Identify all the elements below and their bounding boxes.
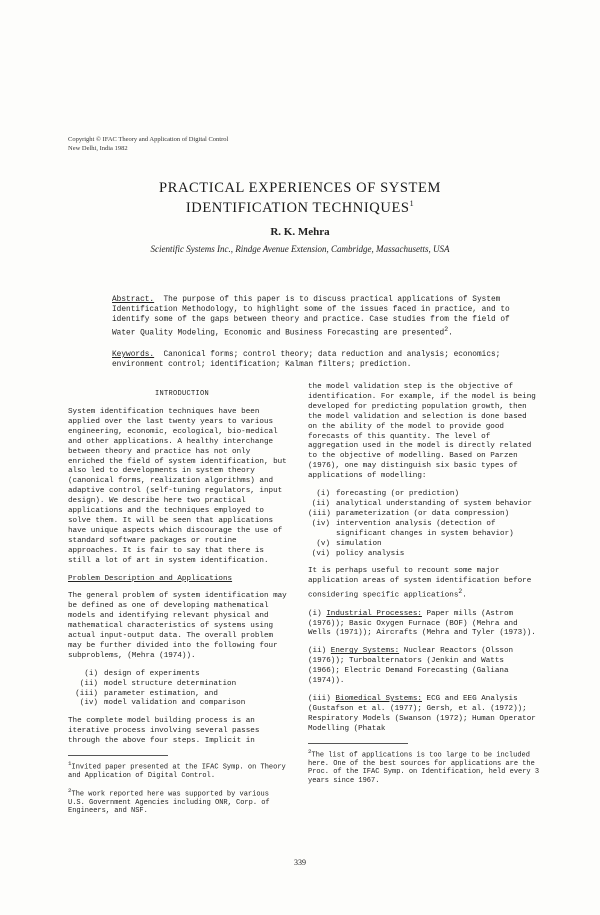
title-footnote-mark: 1	[409, 199, 415, 208]
industrial-number: (i)	[308, 609, 322, 618]
validation-paragraph: the model validation step is the objective of identification. For example, if the model is being developed for predicting population growth, then the model validation and selection is done based on the ability of the model to provide good forecasts of this quantity. The level of aggregation used in the model is directly related to the objective of modelling. Based on Parzen (1976), one may distinguish six basic types of applications of modelling:	[308, 383, 536, 481]
applications-intro-paragraph	[308, 567, 540, 601]
list-item	[68, 690, 288, 700]
problem-heading: Problem Description and Applications	[68, 574, 233, 583]
abstract-label: Abstract.	[112, 296, 155, 304]
footnote-applications-mark: 2	[308, 747, 312, 755]
list-item-text: parameter estimation, and	[104, 689, 218, 698]
applications-intro-text: It is perhaps useful to recount some major application areas of system identification before considering specific applications	[308, 567, 532, 600]
energy-systems-paragraph	[308, 647, 540, 687]
list-item-number: (ii)	[79, 679, 98, 688]
abstract-end: .	[448, 329, 453, 338]
introduction-paragraph: System identification techniques have been applied over the last twenty years to various engineering, economic, ecological, bio-medical and other applications. A healthy interchange between theory and practice has not only enriched the field of system identification, but also led to developments in system theory (canonical forms, realization algorithms) and adaptive control (self-tuning regulators, input design). We describe here two practical applications and the techniques employed to solve them. It will be seen that applications have unique aspects which discourage the use of standard software packages or routine approaches. It is fair to say that there is still a lot of art in system identification.	[68, 408, 287, 565]
list-item-text: forecasting (or prediction)	[336, 490, 460, 499]
footnote-rule	[68, 755, 168, 756]
industrial-text: Paper mills (Astrom (1976)); Basic Oxygen Furnace (BOF) (Mehra and Wells (1971)); Aircrafts (Mehra and Tyler (1973)).	[308, 609, 536, 638]
abstract-text: The purpose of this paper is to discuss practical applications of System Identification Methodology, to highlight some of the issues faced in practice, and to identify some of the gaps between theory and practice. Case studies from the field of Water Quality Modeling, Economic and Business Forecasting are presented	[112, 296, 510, 338]
applications-intro-mark: 2	[458, 588, 463, 596]
left-column	[68, 408, 288, 822]
biomedical-number: (iii)	[308, 695, 331, 703]
footnote-applications-text: The list of applications is too large to be included here. One of the best sources for applications are the Proc. of the IFAC Symp. on Identification, held every 3 years since 1967.	[308, 750, 540, 785]
list-item-text: simulation	[336, 539, 382, 548]
energy-label: Energy Systems:	[330, 647, 400, 656]
footnote-2	[68, 787, 288, 816]
footnote-rule	[308, 743, 408, 744]
footnote-1-mark: 1	[68, 760, 72, 768]
application-types-list	[308, 490, 540, 559]
footnote-2-mark: 2	[68, 786, 72, 794]
list-item	[308, 550, 540, 560]
biomedical-text: ECG and EEG Analysis (Gustafson et al. (1977); Gersh, et al. (1972)); Respiratory Models (Swanson (1972); Human Operator Modelling (Phatak	[308, 695, 536, 733]
author-name: R. K. Mehra	[270, 226, 330, 238]
list-item-number: (iii)	[308, 509, 331, 518]
energy-text: Nuclear Reactors (Olsson (1976)); Turboalternators (Jenkin and Watts (1966); Electric Demand Forecasting (Galiana (1974)).	[308, 647, 514, 686]
title-line-2-text: IDENTIFICATION TECHNIQUES	[185, 199, 410, 216]
list-item-number: (iii)	[75, 689, 98, 698]
list-item-text: parameterization (or data compression)	[336, 509, 510, 518]
right-column	[308, 383, 540, 791]
biomedical-systems-paragraph	[308, 695, 540, 735]
subproblem-list	[68, 670, 288, 710]
list-item-number: (i)	[316, 490, 330, 499]
introduction-heading: INTRODUCTION	[155, 390, 210, 398]
list-item	[308, 490, 540, 500]
list-item-number: (v)	[316, 539, 330, 548]
list-item-number: (ii)	[311, 499, 330, 508]
problem-paragraph-1: The general problem of system identification may be defined as one of developing mathematical models and identifying relevant physical and mathematical characteristics of systems using actual input-output data. The overall problem may be further divided into the following four subproblems, (Mehra (1974)).	[68, 592, 287, 660]
list-item	[308, 520, 540, 540]
list-item	[308, 540, 540, 550]
energy-number: (ii)	[308, 647, 327, 656]
list-item-number: (vi)	[311, 549, 330, 558]
footnote-1-text: Invited paper presented at the IFAC Symp. on Theory and Application of Digital Control.	[68, 763, 286, 781]
keywords	[112, 350, 512, 370]
list-item	[308, 510, 540, 520]
list-item-text: design of experiments	[104, 669, 200, 678]
page-number: 339	[294, 858, 306, 867]
list-item-number: (i)	[84, 669, 98, 678]
list-item-number: (iv)	[79, 699, 98, 708]
title-line-2	[0, 196, 600, 216]
keywords-label: Keywords.	[112, 351, 155, 359]
footnote-1	[68, 760, 288, 781]
abstract-footnote-mark: 2	[444, 326, 449, 334]
industrial-label: Industrial Processes:	[326, 609, 422, 618]
list-item-text: model validation and comparison	[104, 699, 246, 708]
list-item	[68, 670, 288, 680]
keywords-text: Canonical forms; control theory; data reduction and analysis; economics; environment control; identification; Kalman filters; prediction.	[112, 351, 501, 370]
footnote-applications	[308, 748, 540, 786]
abstract	[112, 295, 512, 339]
author-affiliation: Scientific Systems Inc., Rindge Avenue Extension, Cambridge, Massachusetts, USA	[150, 244, 450, 254]
title-line-1: PRACTICAL EXPERIENCES OF SYSTEM	[159, 180, 441, 196]
footnote-2-text: The work reported here was supported by various U.S. Government Agencies including ONR, Corp. of Engineers, and NSF.	[68, 789, 270, 816]
copyright-line-1: Copyright © IFAC Theory and Application of Digital Control	[68, 136, 229, 143]
list-item-text: analytical understanding of system behavior	[336, 499, 532, 508]
applications-intro-end: .	[462, 591, 467, 600]
list-item-text: intervention analysis (detection of significant changes in system behavior)	[336, 519, 514, 538]
biomedical-label: Biomedical Systems:	[335, 695, 422, 703]
list-item-text: model structure determination	[104, 679, 237, 688]
problem-paragraph-2: The complete model building process is an iterative process involving several passes through the above four steps. Implicit in	[68, 717, 260, 746]
paper-title	[0, 180, 600, 216]
list-item-text: policy analysis	[336, 549, 405, 558]
list-item	[68, 699, 288, 709]
copyright-line-2: New Delhi, India 1982	[68, 145, 128, 152]
industrial-processes-paragraph	[308, 610, 540, 640]
copyright-notice	[68, 135, 228, 153]
list-item	[68, 680, 288, 690]
list-item	[308, 500, 540, 510]
list-item-number: (iv)	[311, 519, 330, 528]
